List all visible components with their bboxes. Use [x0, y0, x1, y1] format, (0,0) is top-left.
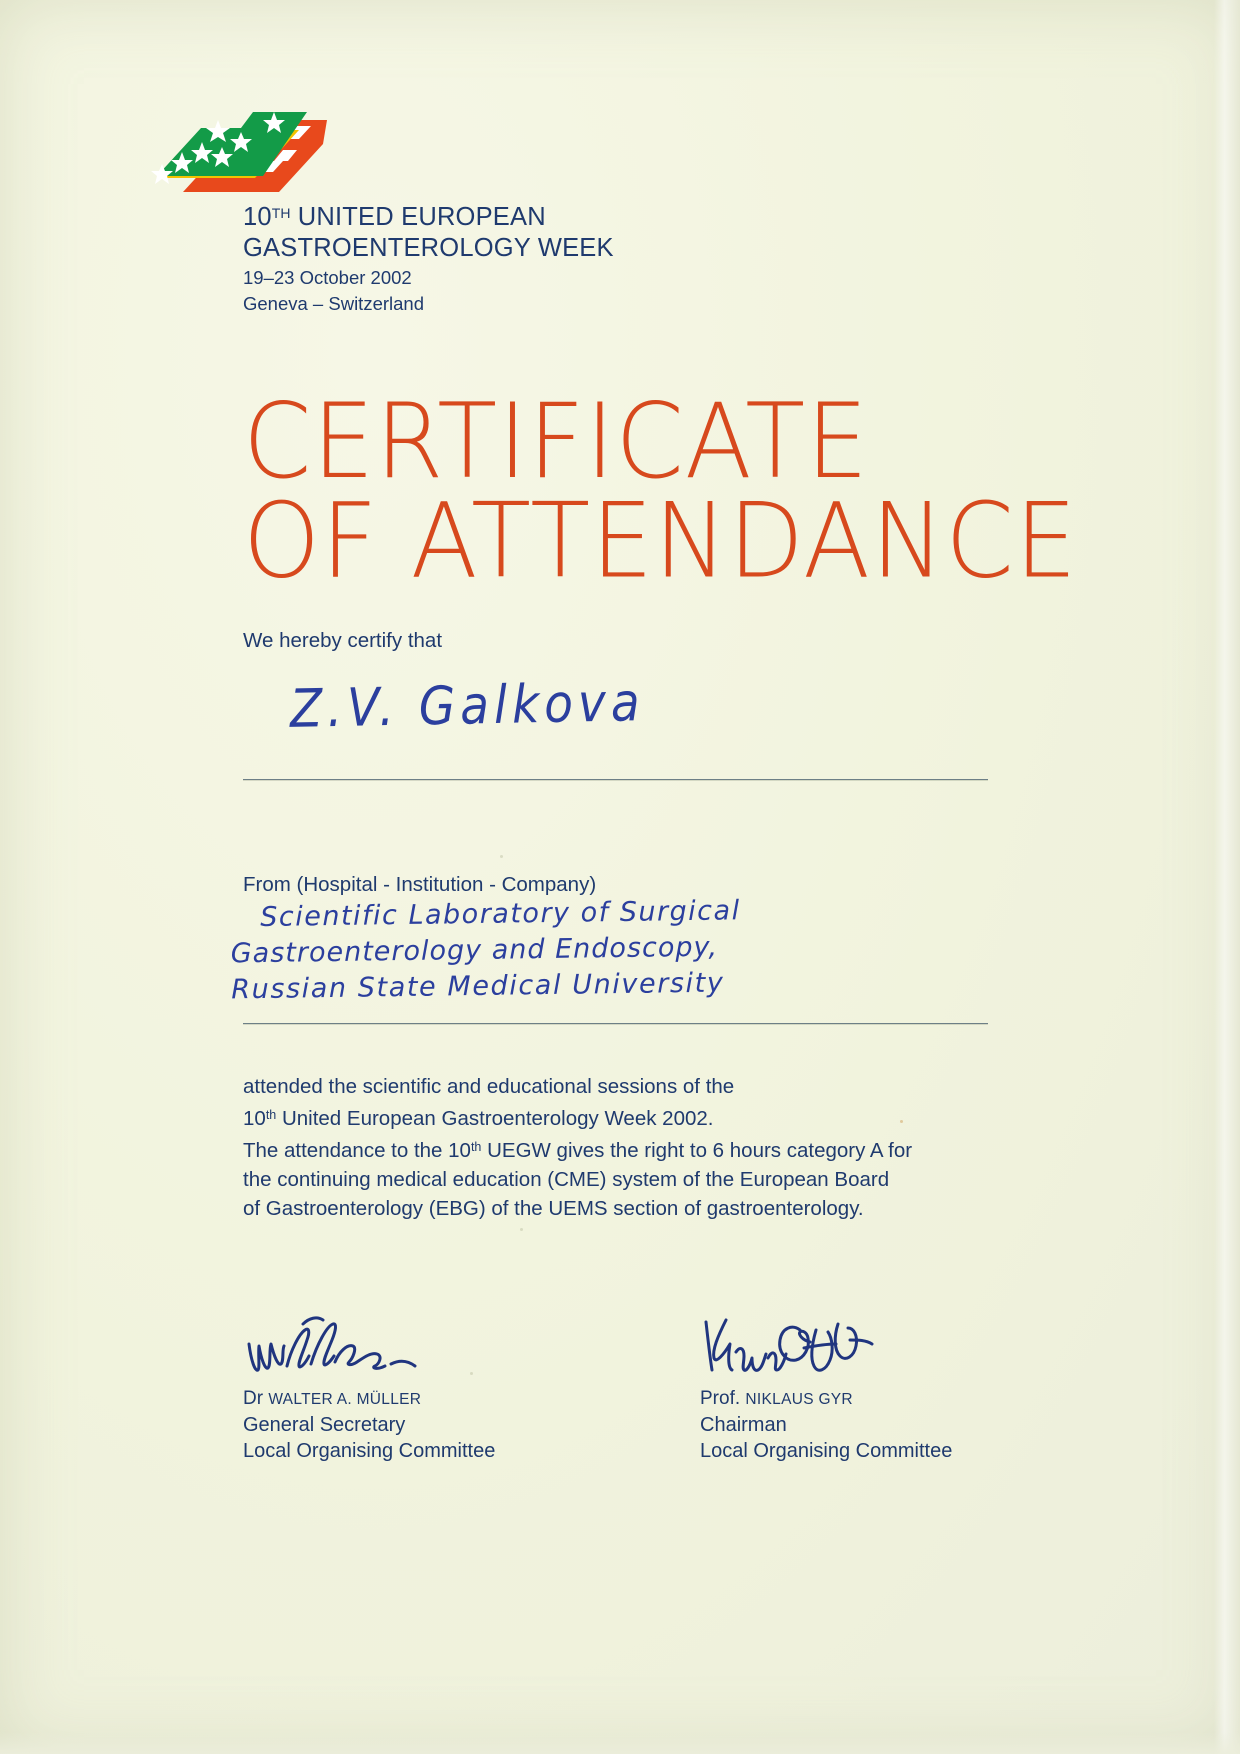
event-location: Geneva – Switzerland [243, 293, 424, 314]
signature-role-right: Chairman [700, 1414, 787, 1436]
event-header [243, 198, 943, 316]
paper-speck [900, 1120, 903, 1123]
signature-committee-left: Local Organising Committee [243, 1440, 496, 1462]
body-line-3: The attendance to the 10th UEGW gives the right to 6 hours category A for [243, 1139, 913, 1162]
signature-name-right: Prof. NIKLAUS GYR [700, 1388, 853, 1409]
body-line-2: 10th United European Gastroenterology Week 2002. [243, 1107, 714, 1130]
institution-line-2: Gastroenterology and Endoscopy, [230, 931, 719, 970]
signature-committee-right: Local Organising Committee [700, 1440, 953, 1462]
signature-block-right [700, 1300, 1120, 1464]
institution-line-1: Scientific Laboratory of Surgical [260, 895, 741, 933]
signature-name-left: Dr WALTER A. MÜLLER [243, 1388, 422, 1409]
body-line-4: the continuing medical education (CME) system of the European Board [243, 1168, 890, 1191]
institution-line-3: Russian State Medical University [231, 967, 725, 1006]
body-line-1: attended the scientific and educational sessions of the [243, 1075, 735, 1098]
signature-block-left [243, 1300, 663, 1464]
uegw-logo [131, 82, 351, 202]
institution-rule [243, 1023, 988, 1024]
handwritten-signature-walter-muller [243, 1300, 663, 1386]
paper-speck [470, 1372, 473, 1375]
certify-label: We hereby certify that [243, 629, 443, 652]
header-line-2: GASTROENTEROLOGY WEEK [243, 234, 614, 262]
page-title [243, 381, 1183, 602]
title-line-2: OF ATTENDANCE [243, 481, 1078, 602]
paper-right-fold [1214, 0, 1240, 1754]
event-dates: 19–23 October 2002 [243, 267, 412, 288]
paper-speck [500, 855, 503, 858]
signature-role-left: General Secretary [243, 1414, 406, 1436]
handwritten-signature-niklaus-gyr [700, 1300, 1120, 1386]
body-line-5: of Gastroenterology (EBG) of the UEMS section of gastroenterology. [243, 1197, 864, 1220]
body-paragraph [243, 1072, 1003, 1223]
institution-handwritten [230, 890, 1001, 1008]
title-line-1: CERTIFICATE [243, 381, 869, 503]
header-line-1: 10TH UNITED EUROPEAN [243, 203, 546, 231]
recipient-name-handwritten: Z.V. Galkova [289, 671, 646, 741]
from-label: From (Hospital - Institution - Company) [243, 873, 597, 896]
paper-speck [520, 1228, 523, 1231]
paper-bottom-fold [0, 1732, 1240, 1754]
recipient-name-rule [243, 779, 988, 780]
